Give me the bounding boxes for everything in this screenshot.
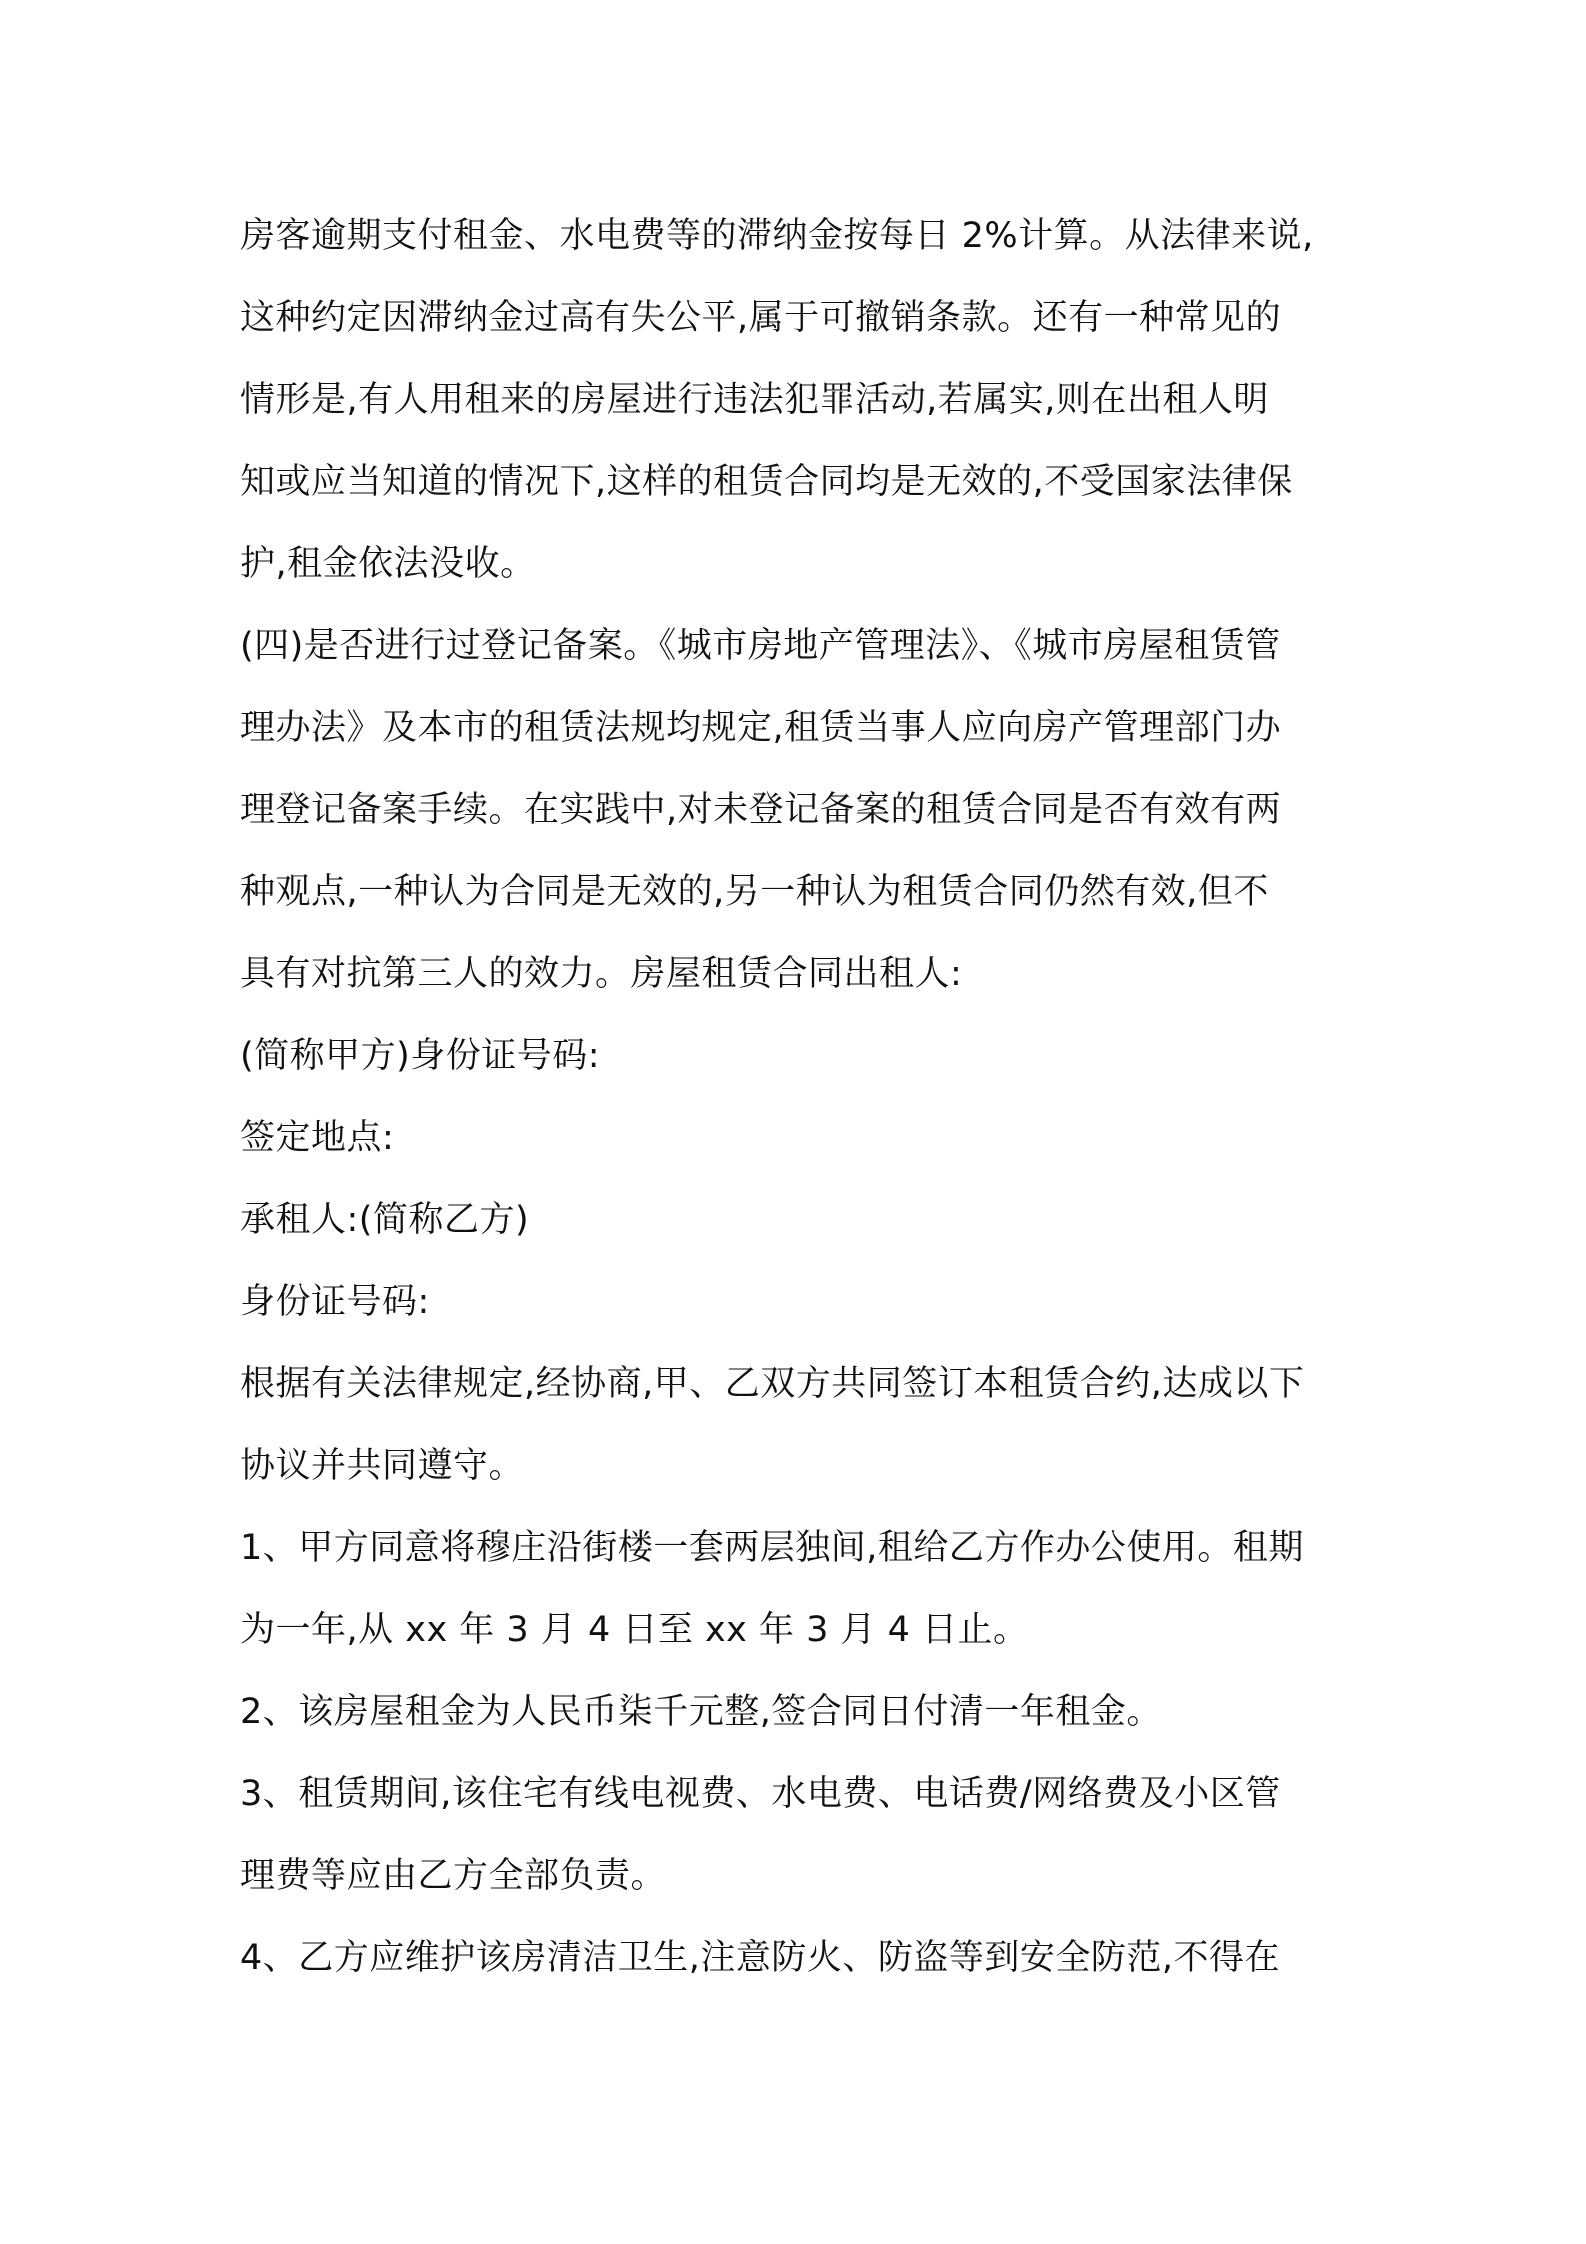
text-line: 这种约定因滞纳金过高有失公平,属于可撤销条款。还有一种常见的 [240,298,1282,338]
text-line: 协议并共同遵守。 [240,1446,525,1486]
text-line: 根据有关法律规定,经协商,甲、乙双方共同签订本租赁合约,达成以下 [240,1364,1305,1404]
text-line: 签定地点: [240,1118,395,1158]
text-line: (四)是否进行过登记备案。《城市房地产管理法》、《城市房屋租赁管 [240,626,1281,666]
text-line: 情形是,有人用租来的房屋进行违法犯罪活动,若属实,则在出租人明 [240,380,1269,420]
text-line: 承租人:(简称乙方) [240,1200,530,1240]
text-line: (简称甲方)身份证号码: [240,1036,601,1076]
text-line: 为一年,从 xx 年 3 月 4 日至 xx 年 3 月 4 日止。 [240,1610,1029,1650]
text-line: 房客逾期支付租金、水电费等的滞纳金按每日 2%计算。从法律来说, [240,216,1314,256]
text-line: 2、该房屋租金为人民币柒千元整,签合同日付清一年租金。 [240,1692,1162,1732]
text-line: 护,租金依法没收。 [240,544,536,584]
text-line: 种观点,一种认为合同是无效的,另一种认为租赁合同仍然有效,但不 [240,872,1269,912]
text-line: 1、甲方同意将穆庄沿街楼一套两层独间,租给乙方作办公使用。租期 [240,1528,1304,1568]
text-line: 4、乙方应维护该房清洁卫生,注意防火、防盗等到安全防范,不得在 [240,1938,1281,1978]
text-line: 理办法》及本市的租赁法规均规定,租赁当事人应向房产管理部门办 [240,708,1282,748]
document-body [240,195,1360,1999]
text-line: 具有对抗第三人的效力。房屋租赁合同出租人: [240,954,963,994]
text-line: 理费等应由乙方全部负责。 [240,1856,667,1896]
text-line: 身份证号码: [240,1282,430,1322]
text-line: 理登记备案手续。在实践中,对未登记备案的租赁合同是否有效有两 [240,790,1282,830]
text-line: 知或应当知道的情况下,这样的租赁合同均是无效的,不受国家法律保 [240,462,1293,502]
text-line: 3、租赁期间,该住宅有线电视费、水电费、电话费/网络费及小区管 [240,1774,1281,1814]
